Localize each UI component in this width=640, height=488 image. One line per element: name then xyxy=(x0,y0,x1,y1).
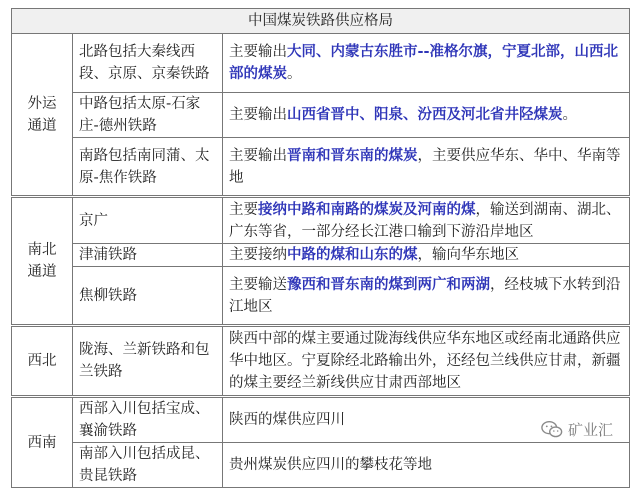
description-text: 主要 xyxy=(229,201,258,218)
description-cell xyxy=(223,34,630,93)
route-cell: 京广 xyxy=(73,197,223,244)
description-cell xyxy=(223,443,630,488)
table-row xyxy=(12,267,630,326)
description-cell xyxy=(223,267,630,326)
description-text: ，输向华东地区 xyxy=(417,247,519,263)
route-cell: 中路包括太原-石家庄-德州铁路 xyxy=(73,93,223,138)
table-title: 中国煤炭铁路供应格局 xyxy=(12,9,630,34)
route-cell: 南路包括南同蒲、太原-焦作铁路 xyxy=(73,138,223,197)
description-text: 。 xyxy=(287,66,302,82)
description-text: 主要输送 xyxy=(229,276,287,293)
route-cell: 北路包括大秦线西段、京原、京秦铁路 xyxy=(73,34,223,93)
route-cell: 南部入川包括成昆、贵昆铁路 xyxy=(73,443,223,488)
route-cell: 陇海、兰新铁路和包兰铁路 xyxy=(73,326,223,397)
description-text: ，主要供应华东、华中、华南等地 xyxy=(229,147,621,186)
table-row xyxy=(12,397,630,443)
region-cell: 西北 xyxy=(12,326,73,397)
description-cell xyxy=(223,138,630,197)
description-text: 贵州煤炭供应四川的攀枝花等地 xyxy=(229,457,432,473)
highlighted-text: 山西省晋中、阳泉、汾西及河北省井陉煤炭 xyxy=(287,107,563,123)
highlighted-text: 中路的煤和山东的煤 xyxy=(287,247,418,263)
description-cell xyxy=(223,93,630,138)
table-row xyxy=(12,93,630,138)
description-cell xyxy=(223,244,630,267)
table-row xyxy=(12,244,630,267)
title-row xyxy=(12,9,630,34)
description-text: 主要输出 xyxy=(229,44,287,60)
description-text: 陕西的煤供应四川 xyxy=(229,412,345,428)
description-text: 主要输出 xyxy=(229,147,287,164)
highlighted-text: 晋南和晋东南的煤炭 xyxy=(287,147,418,164)
highlighted-text: 接纳中路和南路的煤炭及河南的煤 xyxy=(258,201,476,218)
description-text: 。 xyxy=(562,107,577,123)
coal-railway-table xyxy=(11,8,630,488)
table-row xyxy=(12,326,630,397)
region-cell: 西南 xyxy=(12,397,73,488)
highlighted-text: 大同、内蒙古东胜市--准格尔旗，宁夏北部，山西北部的煤炭 xyxy=(229,44,619,82)
route-cell: 津浦铁路 xyxy=(73,244,223,267)
table-row xyxy=(12,197,630,244)
watermark xyxy=(541,419,613,440)
watermark-text: 矿业汇 xyxy=(568,421,614,439)
description-cell xyxy=(223,197,630,244)
description-cell xyxy=(223,326,630,397)
description-text: 陕西中部的煤主要通过陇海线供应华东地区或经南北通路供应华中地区。宁夏除经北路输出外，还经包兰线供应甘肃，新疆的煤主要经兰新线供应甘肃西部地区 xyxy=(229,331,621,391)
description-text: ，经枝城下水转到沿江地区 xyxy=(229,276,621,315)
route-cell: 西部入川包括宝成、襄渝铁路 xyxy=(73,397,223,443)
description-text: ，输送到湖南、湖北、广东等省，一部分经长江港口输到下游沿岸地区 xyxy=(229,201,621,240)
region-cell: 南北通道 xyxy=(12,197,73,326)
description-text: 主要输出 xyxy=(229,107,287,123)
table-row xyxy=(12,138,630,197)
table-row xyxy=(12,34,630,93)
wechat-icon xyxy=(541,420,563,439)
description-text: 主要接纳 xyxy=(229,247,287,263)
highlighted-text: 豫西和晋东南的煤到两广和两湖 xyxy=(287,276,490,293)
table-row xyxy=(12,443,630,488)
route-cell: 焦柳铁路 xyxy=(73,267,223,326)
region-cell: 外运通道 xyxy=(12,34,73,197)
